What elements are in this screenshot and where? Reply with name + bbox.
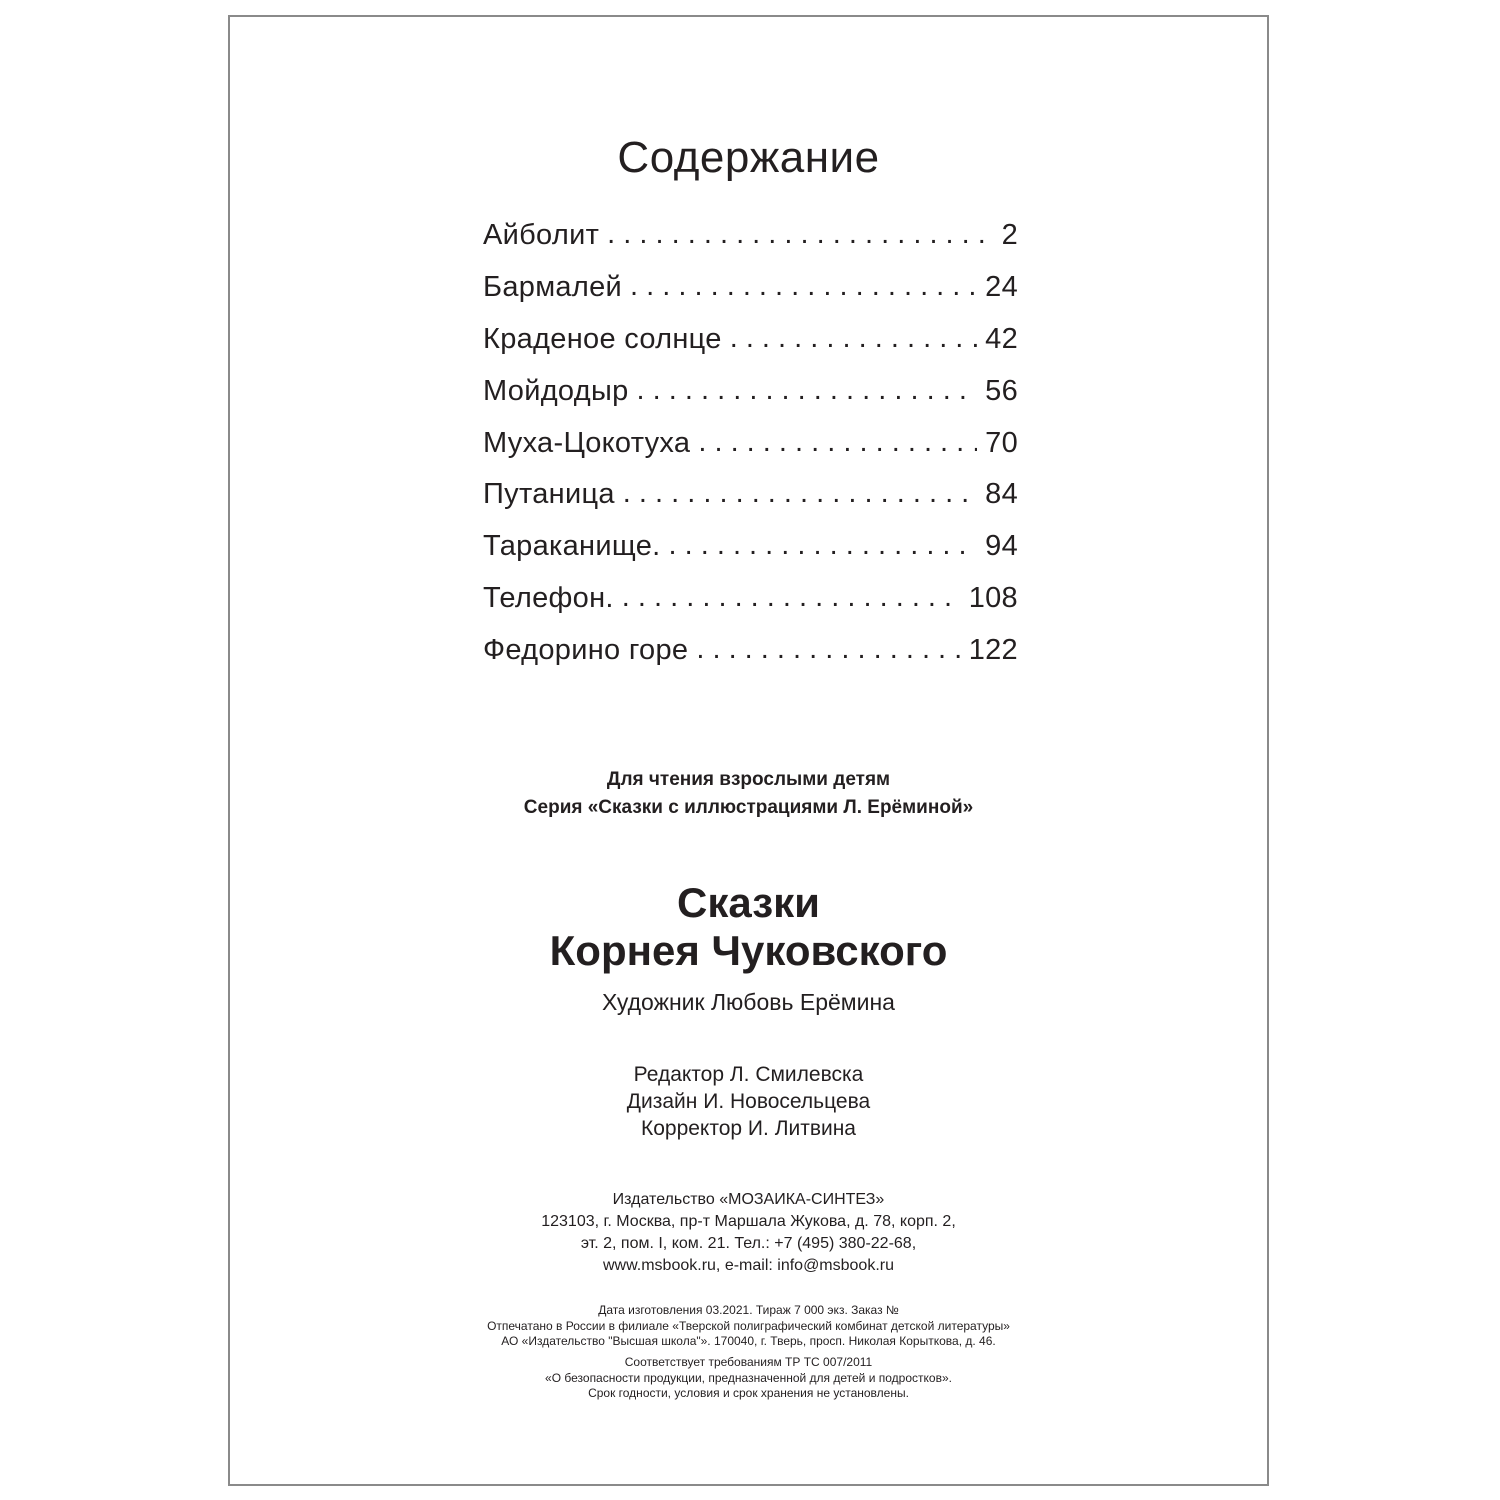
printer-info: Отпечатано в России в филиале «Тверской полиграфический комбинат детской литературы»	[487, 1318, 1010, 1333]
toc-item	[483, 262, 1018, 314]
publisher-name: Издательство «МОЗАИКА-СИНТЕЗ»	[612, 1191, 885, 1208]
publisher-web: www.msbook.ru, e-mail: info@msbook.ru	[603, 1257, 894, 1274]
toc-item-page: 42	[985, 322, 1018, 355]
toc-leader-dots	[630, 270, 977, 303]
toc-leader-dots	[696, 633, 960, 666]
book-page	[228, 15, 1269, 1486]
toc-leader-dots	[730, 322, 977, 355]
toc-item	[483, 365, 1018, 417]
illustrator-credit: Художник Любовь Ерёмина	[602, 989, 895, 1015]
toc-leader-dots	[668, 529, 977, 562]
proofreader-credit: Корректор И. Литвина	[640, 1117, 856, 1140]
publisher-contacts: эт. 2, пом. I, ком. 21. Тел.: +7 (495) 380-22-68,	[580, 1235, 917, 1252]
audience-block	[230, 766, 1267, 822]
toc-item	[483, 314, 1018, 366]
compliance-title: «О безопасности продукции, предназначенной для детей и подростков».	[545, 1370, 952, 1385]
toc-item-page: 2	[1001, 219, 1018, 252]
toc-item-title: Телефон.	[483, 581, 614, 614]
staff-credits	[230, 1061, 1267, 1142]
toc-item	[483, 469, 1018, 521]
toc-item	[483, 573, 1018, 625]
shelf-life-note: Срок годности, условия и срок хранения не установлены.	[588, 1386, 909, 1400]
toc-item-title: Путаница	[483, 478, 615, 511]
publisher-info	[230, 1189, 1267, 1277]
toc-item-page: 84	[985, 478, 1018, 511]
production-date: Дата изготовления 03.2021. Тираж 7 000 экз. Заказ №	[598, 1303, 899, 1317]
compliance-standard: Соответствует требованиям ТР ТС 007/2011	[624, 1355, 873, 1369]
toc-item-page: 56	[985, 374, 1018, 407]
book-title-line-2: Корнея Чуковского	[549, 927, 948, 974]
table-of-contents	[483, 210, 1018, 676]
toc-item-page: 122	[968, 633, 1018, 666]
printer-address: АО «Издательство "Высшая школа"». 170040, г. Тверь, просп. Николая Корыткова, д. 46.	[501, 1334, 996, 1348]
toc-item-page: 70	[985, 426, 1018, 459]
toc-item-title: Бармалей	[483, 271, 623, 304]
toc-leader-dots	[637, 374, 978, 407]
toc-item-title: Мойдодыр	[483, 374, 629, 407]
toc-item-page: 24	[985, 271, 1018, 304]
toc-item	[483, 521, 1018, 573]
toc-leader-dots	[698, 426, 977, 459]
publisher-address: 123103, г. Москва, пр-т Маршала Жукова, д. 78, корп. 2,	[541, 1213, 956, 1230]
toc-item-title: Айболит	[483, 219, 600, 252]
toc-item-title: Муха-Цокотуха	[483, 426, 691, 459]
toc-item-title: Федорино горе	[483, 633, 689, 666]
book-title	[230, 879, 1267, 975]
book-title-line-1: Сказки	[677, 879, 820, 926]
compliance-info	[230, 1355, 1267, 1402]
design-credit: Дизайн И. Новосельцева	[626, 1090, 871, 1113]
toc-item-page: 94	[985, 530, 1018, 563]
production-info	[230, 1303, 1267, 1350]
toc-title: Содержание	[617, 133, 880, 182]
toc-item	[483, 624, 1018, 676]
toc-leader-dots	[607, 218, 993, 251]
editor-credit: Редактор Л. Смилевска	[633, 1063, 864, 1086]
toc-item	[483, 417, 1018, 469]
toc-item	[483, 210, 1018, 262]
toc-leader-dots	[622, 581, 961, 614]
toc-item-page: 108	[968, 581, 1018, 614]
toc-item-title: Краденое солнце	[483, 322, 722, 355]
series-name: Серия «Сказки с иллюстрациями Л. Ерёминой»	[523, 797, 974, 818]
toc-leader-dots	[623, 477, 977, 510]
toc-item-title: Тараканище.	[483, 530, 661, 563]
audience-note: Для чтения взрослыми детям	[606, 769, 891, 790]
